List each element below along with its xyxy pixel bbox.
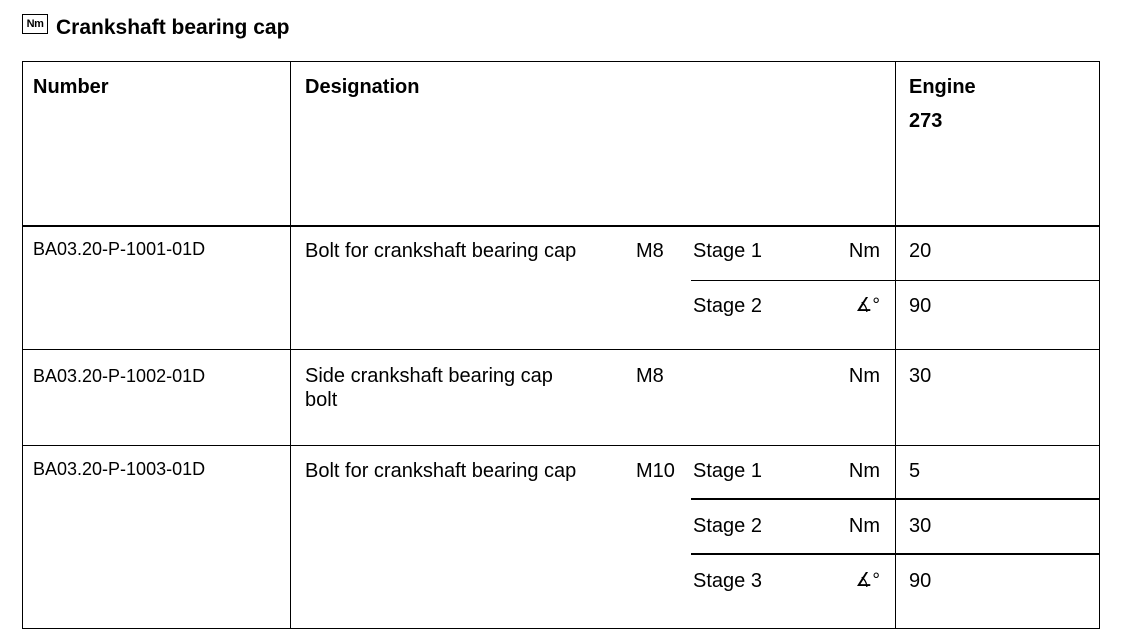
row-designation: Bolt for crankshaft bearing cap [305,460,577,482]
header-designation: Designation [305,76,420,98]
angle-icon: ∡° [855,295,880,316]
row-divider [22,349,1100,350]
section-title: Crankshaft bearing cap [56,16,290,39]
row-number: BA03.20-P-1003-01D [33,459,206,479]
unit-nm: Nm [848,515,880,537]
section-heading [22,14,289,42]
torque-value: 30 [909,515,932,537]
torque-value: 20 [909,240,932,262]
stage-divider [691,553,1100,555]
stage-label: Stage 1 [693,240,762,262]
row-designation: Bolt for crankshaft bearing cap [305,240,577,262]
row-thread: M8 [636,240,664,262]
torque-table [22,61,1100,629]
unit-nm: Nm [848,240,880,262]
stage-label: Stage 1 [693,460,762,482]
unit-nm: Nm [848,460,880,482]
torque-value: 90 [909,570,932,592]
header-divider [22,225,1100,227]
header-engine-model: 273 [909,110,943,132]
torque-nm-icon: Nm [22,14,48,34]
row-designation: Side crankshaft bearing cap [305,365,553,387]
torque-value: 5 [909,460,921,482]
torque-value: 30 [909,365,932,387]
angle-icon: ∡° [855,570,880,591]
row-divider [22,445,1100,446]
row-designation-cont: bolt [305,389,338,411]
stage-label: Stage 2 [693,295,762,317]
row-number: BA03.20-P-1002-01D [33,366,206,386]
torque-value: 90 [909,295,932,317]
row-thread: M8 [636,365,664,387]
header-number: Number [33,76,109,98]
header-engine: Engine [909,76,976,98]
stage-label: Stage 3 [693,570,762,592]
stage-label: Stage 2 [693,515,762,537]
stage-divider [691,498,1100,500]
stage-divider [691,280,1100,281]
row-thread: M10 [636,460,675,482]
column-divider [895,61,896,629]
column-divider [290,61,291,629]
row-number: BA03.20-P-1001-01D [33,239,206,259]
unit-nm: Nm [848,365,880,387]
